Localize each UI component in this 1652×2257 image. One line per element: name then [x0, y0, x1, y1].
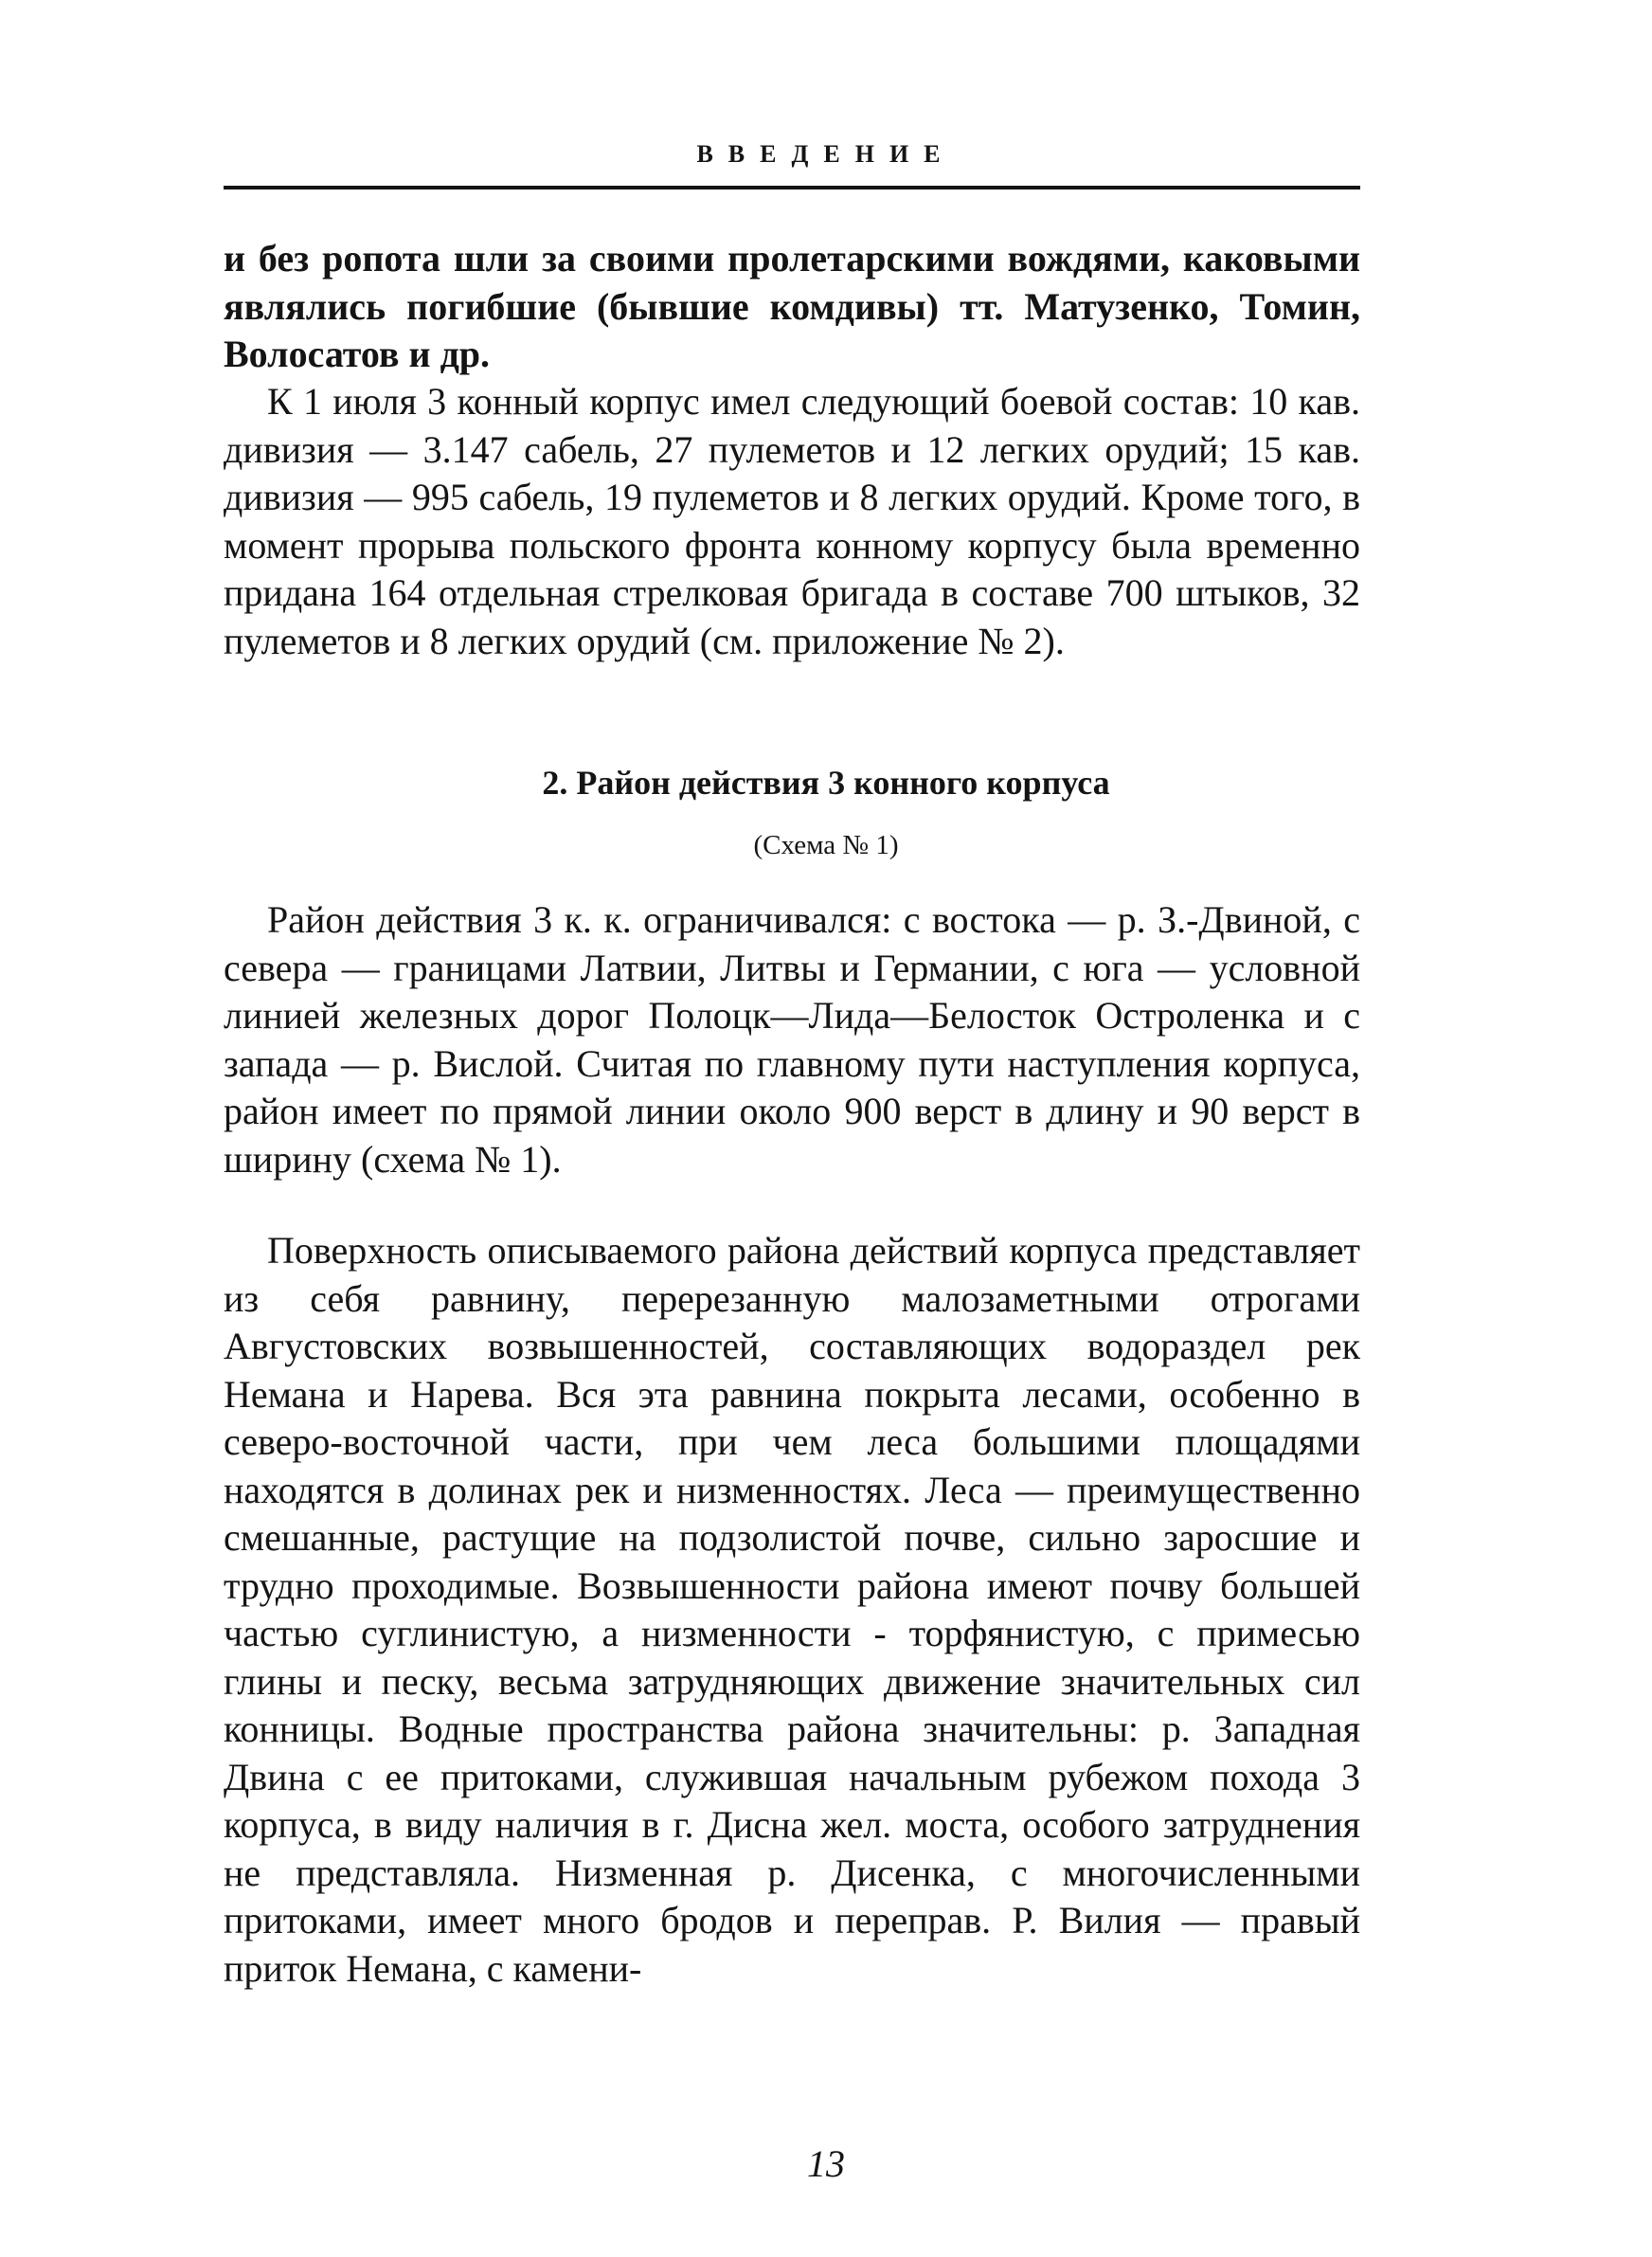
paragraph-composition-text: К 1 июля 3 конный корпус имел следующий боевой состав: 10 кав. дивизия — 3.147 сабель, 27 пулеметов и 12 легких орудий; 15 кав. дивизия — 995 сабель, 19 пулеметов и 8 легких орудий. Кроме того, в момент прорыва польского фронта конному корпусу была временно придана 164 отдельная стрелковая бригада в составе 700 штыков, 32 пулеметов и 8 легких орудий (см. приложение № 2).	[224, 380, 1360, 662]
page-number: 13	[807, 2142, 845, 2185]
paragraph-composition	[224, 378, 1360, 665]
header-rule	[224, 186, 1360, 190]
paragraph-continuation-text: и без ропота шли за своими пролетарскими вождями, каковыми являлись погибшие (бывшие комдивы) тт. Матузенко, Томин, Волосатов и др.	[224, 237, 1360, 375]
paragraph-surface	[224, 1227, 1360, 1993]
paragraph-area-text: Район действия 3 к. к. ограничивался: с востока — р. З.-Двиной, с севера — границами Латвии, Литвы и Германии, с юга — условной линией железных дорог Полоцк—Лида—Белосток Остроленка и с запада — р. Вислой. Считая по главному пути наступления корпуса, район имеет по прямой линии около 900 верст в длину и 90 верст в ширину (схема № 1).	[224, 898, 1360, 1181]
section-heading: 2. Район действия 3 конного корпуса	[542, 764, 1110, 802]
section-subheading: (Схема № 1)	[753, 830, 899, 860]
paragraph-surface-text: Поверхность описываемого района действий корпуса представляет из себя равнину, перерезанную малозаметными отрогами Августовских возвышенностей, составляющих водораздел рек Немана и Нарева. Вся эта равнина покрыта лесами, особенно в северо-восточной части, при чем леса большими площадями находятся в долинах рек и низменностях. Леса — преимущественно смешанные, растущие на подзолистой почве, сильно заросшие и трудно проходимые. Возвышенности района имеют почву большей частью суглинистую, а низменности - торфянистую, с примесью глины и песку, весьма затрудняющих движение значительных сил конницы. Водные пространства района значительны: р. Западная Двина с ее притоками, служившая начальным рубежом похода 3 корпуса, в виду наличия в г. Дисна жел. моста, особого затруднения не представляла. Низменная р. Дисенка, с многочисленными притоками, имеет много бродов и переправ. Р. Вилия — правый приток Немана, с камени-	[224, 1229, 1360, 1990]
paragraph-continuation	[224, 235, 1360, 379]
running-head: ВВЕДЕНИЕ	[696, 140, 956, 168]
paragraph-area	[224, 896, 1360, 1183]
